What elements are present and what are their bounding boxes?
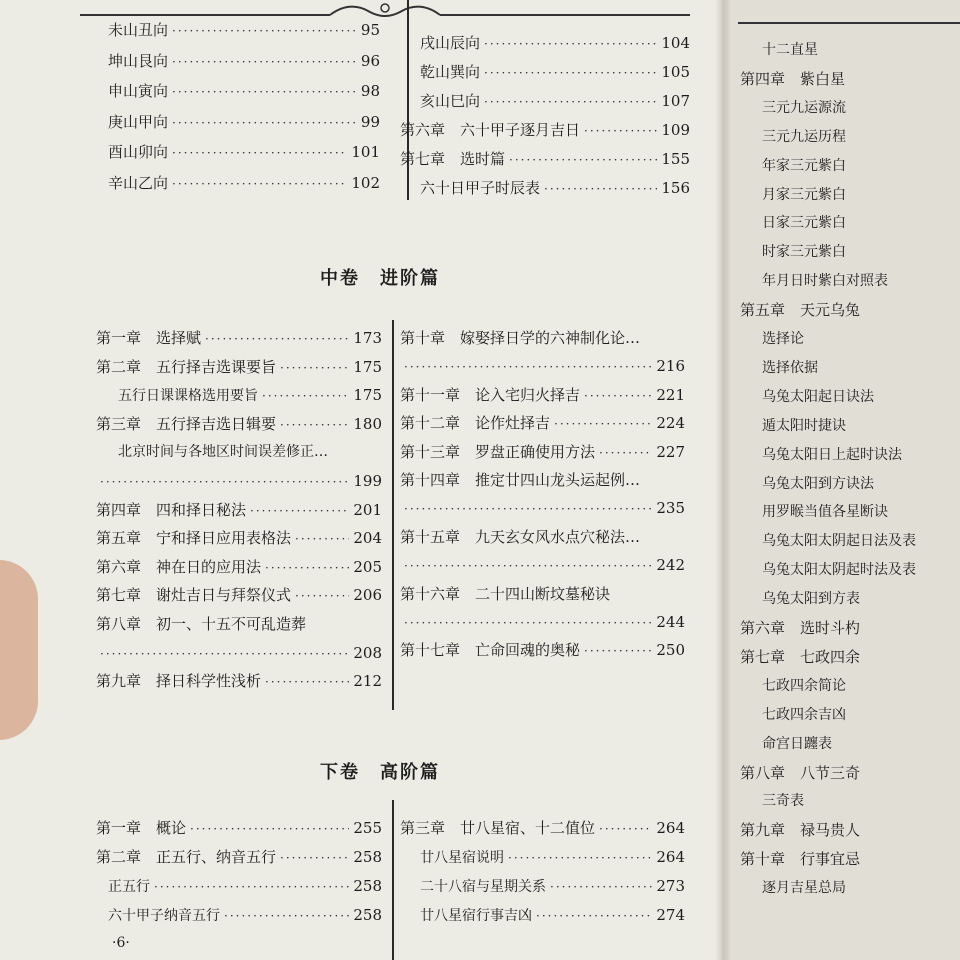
toc-entry	[400, 149, 690, 170]
toc-entry	[108, 173, 380, 194]
leader-dots	[205, 329, 349, 349]
toc-entry	[400, 470, 685, 490]
toc-entry-label: 第三章 廿八星宿、十二值位	[400, 819, 596, 837]
toc-entry-label: 廿八星宿说明	[420, 850, 504, 866]
toc-entry	[96, 557, 382, 578]
toc-entry-label: 遁太阳时捷诀	[762, 417, 846, 434]
toc-entry-label: 乌兔太阳起日诀法	[762, 388, 874, 405]
leader-dots	[262, 386, 349, 406]
toc-entry	[400, 120, 690, 141]
toc-entry-page: 199	[353, 472, 382, 490]
toc-entry-label: 第六章 六十甲子逐月吉日	[400, 121, 581, 139]
toc-entry	[108, 142, 380, 163]
toc-entry-page: 227	[656, 442, 685, 461]
toc-entry-page: 264	[656, 848, 685, 866]
toc-entry-page: 201	[353, 500, 382, 519]
toc-entry	[400, 498, 685, 519]
toc-entry	[400, 527, 685, 547]
toc-entry-label: 年家三元紫白	[762, 157, 846, 174]
leader-dots	[584, 386, 652, 406]
toc-entry-label: 乌兔太阳到方表	[762, 591, 860, 608]
toc-entry-label: 第四章 四和择日秘法	[96, 500, 247, 519]
toc-entry-label: 正五行	[108, 879, 150, 895]
leader-dots	[404, 613, 652, 633]
leader-dots	[404, 499, 652, 519]
toc-entry	[108, 20, 380, 41]
leader-dots	[404, 556, 652, 576]
toc-entry-page: 264	[656, 819, 685, 837]
leader-dots	[280, 848, 349, 868]
toc-entry-page: 102	[351, 174, 380, 192]
toc-entry	[400, 442, 685, 463]
toc-entry-page: 96	[360, 51, 380, 70]
middle-volume-title: 中卷 进阶篇	[320, 268, 440, 289]
toc-entry-page: 204	[353, 529, 382, 548]
toc-entry-page: 235	[656, 499, 685, 518]
toc-entry-page: 99	[360, 112, 380, 131]
toc-entry-label: 日家三元紫白	[762, 215, 846, 232]
leader-dots	[544, 179, 657, 199]
toc-entry	[400, 640, 685, 661]
toc-entry-label: 亥山巳向	[420, 92, 481, 110]
toc-entry-page: 175	[353, 386, 382, 405]
toc-entry-page: 206	[353, 586, 382, 605]
toc-entry-label: 乌兔太阳太阴起时法及表	[762, 562, 916, 579]
toc-entry-label: 第十六章 二十四山断坟墓秘诀	[400, 584, 611, 603]
toc-entry-page: 224	[656, 414, 685, 433]
toc-entry-label: 第十三章 罗盘正确使用方法	[400, 442, 596, 461]
toc-entry-label: 第十七章 亡命回魂的奥秘	[400, 641, 581, 660]
toc-entry-page: 95	[360, 21, 380, 39]
leader-dots	[172, 52, 357, 72]
toc-entry-label: 第十章 嫁娶择日学的六神制化论…	[400, 329, 641, 347]
toc-entry	[96, 414, 382, 435]
toc-entry	[420, 847, 685, 868]
toc-entry-label: 第十二章 论作灶择吉	[400, 414, 551, 433]
toc-entry-label: 用罗睺当值各星断诀	[762, 504, 888, 521]
leader-dots	[599, 443, 652, 463]
toc-entry	[108, 51, 380, 72]
toc-entry-label: 选择论	[762, 331, 804, 347]
leader-dots	[224, 906, 349, 926]
toc-entry-page: 98	[360, 82, 380, 101]
toc-entry-label: 第一章 选择赋	[96, 329, 202, 347]
column-divider-bottom	[392, 800, 394, 960]
toc-entry-label: 六十甲子纳音五行	[108, 908, 220, 924]
toc-entry-page: 258	[353, 877, 382, 895]
toc-entry-label: 第十章 行事宜忌	[740, 850, 861, 869]
leader-dots	[100, 472, 349, 492]
toc-entry-label: 第二章 五行择吉选课要旨	[96, 357, 277, 376]
toc-entry	[400, 413, 685, 434]
leader-dots	[280, 415, 349, 435]
leader-dots	[484, 34, 657, 54]
toc-entry	[96, 671, 382, 692]
toc-entry-label: 乌兔太阳到方诀法	[762, 475, 874, 492]
toc-entry-page: 216	[656, 357, 685, 376]
toc-entry-label: 七政四余简论	[762, 677, 846, 694]
toc-entry-label: 第七章 七政四余	[740, 647, 861, 666]
toc-entry	[108, 81, 380, 102]
leader-dots	[154, 877, 349, 897]
leader-dots	[484, 63, 657, 83]
toc-entry-label: 辛山乙向	[108, 174, 169, 192]
toc-entry-label: 十二直星	[762, 42, 818, 58]
toc-entry-label: 年月日时紫白对照表	[762, 273, 888, 290]
leader-dots	[295, 586, 349, 606]
toc-entry-label: 未山丑向	[108, 21, 169, 39]
toc-entry-label: 第七章 选时篇	[400, 150, 506, 168]
toc-entry-page: 109	[661, 121, 690, 139]
toc-entry-label: 申山寅向	[108, 82, 169, 101]
toc-entry-label: 三元九运历程	[762, 128, 846, 145]
toc-entry	[400, 328, 685, 348]
toc-entry-page: 105	[661, 63, 690, 81]
leader-dots	[172, 82, 357, 102]
leader-dots	[100, 644, 349, 664]
toc-entry	[96, 528, 382, 549]
leader-dots	[172, 21, 357, 41]
column-divider-middle	[392, 320, 394, 710]
toc-entry-page: 244	[656, 613, 685, 631]
leader-dots	[172, 113, 357, 133]
toc-entry-page: 250	[656, 641, 685, 660]
toc-entry-page: 242	[656, 556, 685, 575]
toc-entry	[400, 584, 685, 604]
toc-entry-label: 第八章 八节三奇	[740, 763, 861, 782]
toc-entry	[400, 818, 685, 839]
toc-entry-page: 205	[353, 557, 382, 576]
toc-entry-label: 六十日甲子时辰表	[420, 179, 541, 197]
toc-entry-label: 第八章 初一、十五不可乱造葬	[96, 615, 307, 633]
toc-entry-label: 五行日课课格选用要旨	[118, 388, 258, 405]
leader-dots	[172, 143, 347, 163]
toc-entry-page: 180	[353, 414, 382, 433]
leader-dots	[584, 121, 657, 141]
toc-entry	[96, 357, 382, 378]
toc-entry-page: 208	[353, 643, 382, 662]
toc-entry-label: 廿八星宿行事吉凶	[420, 908, 532, 924]
toc-entry-page: 175	[353, 357, 382, 376]
toc-entry-label: 第三章 五行择吉选日辑要	[96, 414, 277, 433]
leader-dots	[265, 672, 349, 692]
toc-entry	[108, 112, 380, 133]
toc-entry	[96, 643, 382, 664]
toc-entry	[420, 62, 690, 83]
toc-entry-page: 104	[661, 34, 690, 52]
toc-entry	[400, 385, 685, 406]
toc-entry-label: 第五章 宁和择日应用表格法	[96, 529, 292, 548]
toc-entry	[96, 847, 382, 868]
toc-entry	[400, 356, 685, 377]
lower-volume-title: 下卷 高阶篇	[320, 762, 440, 783]
toc-entry	[400, 612, 685, 633]
toc-entry-label: 第一章 概论	[96, 819, 187, 837]
toc-entry-label: 时家三元紫白	[762, 244, 846, 261]
toc-entry	[96, 471, 382, 492]
toc-entry-label: 第六章 选时斗杓	[740, 619, 861, 637]
toc-entry-label: 第九章 择日科学性浅析	[96, 672, 262, 691]
toc-entry-label: 逐月吉星总局	[762, 880, 846, 897]
book-gutter	[716, 0, 730, 960]
toc-entry-label: 庚山甲向	[108, 112, 169, 131]
toc-entry-label: 选择依据	[762, 359, 818, 376]
toc-entry-label: 第十一章 论入宅归火择吉	[400, 385, 581, 404]
toc-entry-page: 255	[353, 819, 382, 837]
toc-entry-label: 第六章 神在日的应用法	[96, 557, 262, 576]
column-divider-top	[407, 0, 409, 200]
toc-entry	[96, 818, 382, 839]
toc-entry-page: 273	[656, 877, 685, 895]
toc-entry	[96, 500, 382, 521]
toc-entry-page: 155	[661, 150, 690, 168]
toc-entry-page: 258	[353, 906, 382, 924]
toc-entry-page: 274	[656, 906, 685, 924]
toc-entry	[96, 614, 382, 634]
toc-entry-label: 命宫日躔表	[762, 735, 832, 752]
leader-dots	[190, 819, 349, 839]
page-number: ·6·	[112, 935, 130, 951]
leader-dots	[172, 174, 347, 194]
toc-entry-page: 101	[351, 143, 380, 162]
toc-entry	[420, 905, 685, 926]
toc-entry-label: 戌山辰向	[420, 34, 481, 52]
toc-entry-label: 第十五章 九天玄女风水点穴秘法…	[400, 527, 641, 546]
toc-entry-label: 第二章 正五行、纳音五行	[96, 848, 277, 866]
leader-dots	[599, 819, 652, 839]
toc-entry	[108, 876, 382, 897]
header-ornament	[80, 0, 690, 20]
toc-entry	[400, 555, 685, 576]
toc-entry-label: 第十四章 推定廿四山龙头运起例…	[400, 471, 641, 489]
leader-dots	[508, 848, 652, 868]
toc-entry-label: 乌兔太阳日上起时诀法	[762, 446, 902, 463]
toc-entry-label: 乾山巽向	[420, 63, 481, 81]
toc-entry	[420, 91, 690, 112]
toc-entry-label: 三元九运源流	[762, 99, 846, 116]
toc-entry-label: 北京时间与各地区时间误差修正…	[118, 444, 328, 461]
toc-entry-label: 第九章 禄马贵人	[740, 821, 861, 840]
toc-entry-label: 酉山卯向	[108, 143, 169, 162]
leader-dots	[509, 150, 657, 170]
toc-entry-label: 二十八宿与星期关系	[420, 879, 546, 895]
toc-entry-page: 107	[661, 92, 690, 110]
toc-entry-label: 第七章 谢灶吉日与拜祭仪式	[96, 586, 292, 605]
right-header-rule	[738, 22, 960, 24]
toc-entry	[420, 33, 690, 54]
toc-entry-label: 第四章 紫白星	[740, 69, 846, 88]
toc-entry-label: 坤山艮向	[108, 51, 169, 70]
toc-entry	[118, 385, 382, 406]
leader-dots	[484, 92, 657, 112]
toc-entry	[420, 178, 690, 199]
toc-entry-page: 212	[353, 672, 382, 691]
leader-dots	[250, 501, 349, 521]
leader-dots	[536, 906, 652, 926]
toc-entry-page: 258	[353, 848, 382, 866]
toc-entry-label: 乌兔太阳太阴起日法及表	[762, 533, 916, 550]
toc-entry-label: 第五章 天元乌兔	[740, 301, 861, 320]
leader-dots	[280, 358, 349, 378]
toc-entry-label: 三奇表	[762, 793, 804, 810]
toc-entry-label: 月家三元紫白	[762, 186, 846, 203]
toc-entry	[118, 442, 382, 462]
toc-entry	[420, 876, 685, 897]
leader-dots	[584, 641, 652, 661]
leader-dots	[295, 529, 349, 549]
thumb	[0, 560, 38, 740]
toc-entry-page: 173	[353, 329, 382, 347]
leader-dots	[404, 357, 652, 377]
toc-entry-label: 七政四余吉凶	[762, 706, 846, 723]
toc-entry-page: 221	[656, 385, 685, 404]
toc-entry	[96, 585, 382, 606]
toc-entry	[108, 905, 382, 926]
leader-dots	[554, 414, 652, 434]
leader-dots	[550, 877, 652, 897]
leader-dots	[265, 558, 349, 578]
toc-entry	[96, 328, 382, 349]
toc-entry-page: 156	[661, 179, 690, 197]
